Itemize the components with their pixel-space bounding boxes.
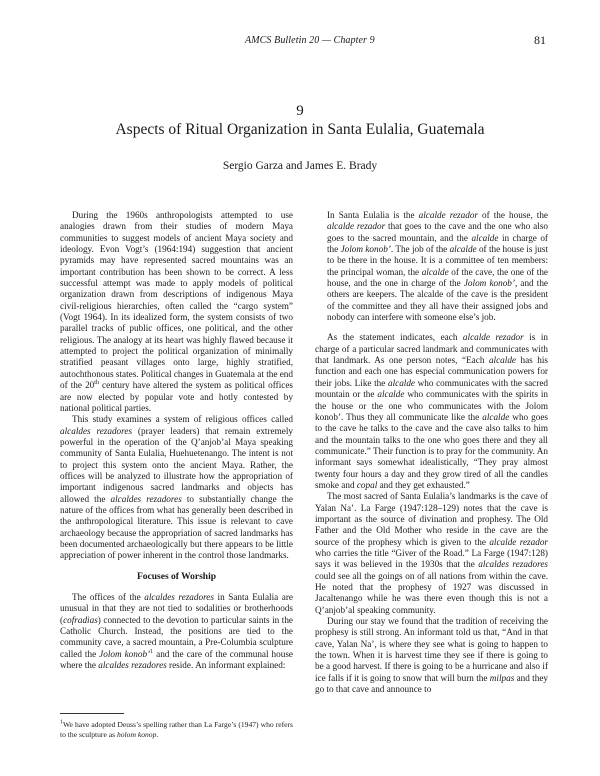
- text: (prayer leaders) that remain extremely powerful in the operation of the Q’anjob’al Maya speaking community of Santa Eulalia, Huehuetenango. The intent is not to project this system onto the ancient Maya. Rather, the offices will be analyzed to illustrate how the appropriation of important indigenous sacred landmarks and objects has allowed the: [60, 425, 293, 504]
- right-column: [315, 210, 548, 695]
- emphasis: alcalde rezador: [462, 332, 524, 343]
- emphasis: milpas: [489, 672, 515, 683]
- paragraph-cave: [315, 491, 548, 616]
- emphasis: alcalde: [387, 377, 416, 388]
- paragraph-study: [60, 414, 293, 561]
- text: in Santa Eulalia are unusual in that they are not tied to sodalities or brotherhoods (: [60, 592, 293, 625]
- text: In Santa Eulalia is the: [327, 210, 419, 220]
- emphasis: Jolom konob’: [463, 278, 515, 289]
- text: As the statement indicates, each: [327, 332, 463, 343]
- text: who goes to the cave he talks to the cave and the cave also talks to him and the mountain talks to the one who goes there and they all communicate.” Their function is to pray for the community. An informant says somewhat idealistically, “They pray almost twenty four hours a day and they grow tired of all the candles smoke and: [315, 411, 549, 490]
- paragraph-statement: [315, 332, 548, 491]
- text: who communicates with the sacred mountain or the: [315, 377, 548, 400]
- chapter-number: 9: [296, 103, 304, 119]
- emphasis: Jolom konob’: [99, 648, 151, 659]
- text: The most sacred of Santa Eulalia’s landmarks is the cave of Yalan Na’. La Farge (1947:128–129) notes that the cave is important as the source of divination and prophesy. The Old Father and the Old Mother who reside in the cave are the source of the prophesy which is given to the: [315, 491, 548, 547]
- emphasis: Jolom konob’: [340, 244, 391, 255]
- footnote: [60, 720, 293, 740]
- emphasis: cofradias: [63, 614, 98, 625]
- text: The offices of the: [72, 592, 145, 602]
- block-quote: [327, 210, 548, 323]
- text: ) connected to the devotion to particular saints in the Catholic Church. Instead, the positions are tied to the community cave, a sacred mountain, a Pre-Columbia sculpture called the: [60, 614, 293, 659]
- text: of the cave, the one of the house, and the one in charge of the: [327, 266, 549, 289]
- emphasis: alcaldes rezadores: [478, 559, 548, 570]
- emphasis: alcaldes rezadores: [110, 493, 182, 504]
- text: .: [156, 730, 159, 739]
- text: During the 1960s anthropologists attempted to use analogies drawn from their studies of modern Maya communities to suggest models of ancient Maya society and ideology. Evon Vogt’s (1964:194) suggestion that ancient pyramids may have represented sacred mountains was an important contribution has been shown to be correct. A less successful attempt was made to apply models of political organization drawn from descriptions of indigenous Maya civil-religious hierarchies, often called the “cargo system” (Vogt 1964). In its idealized form, the system consists of two parallel tracks of public offices, one political, and the other religious. The analogy at its heart was highly flawed because it attempted to project the political organization of minimally stratified peasant villages onto large, highly stratified, autochthonous states. Political changes in Guatemala at the end of the 20: [60, 210, 293, 391]
- emphasis: alcaldes rezadores: [98, 660, 167, 671]
- text: is in charge of a particular sacred landmark and communicates with that landmark. As one person notes, “Each: [315, 332, 548, 366]
- authors: Sergio Garza and James E. Brady: [222, 160, 378, 172]
- left-column: [60, 210, 293, 671]
- footnote-rule: [60, 713, 124, 714]
- emphasis: copal: [356, 479, 378, 490]
- superscript: th: [94, 380, 99, 387]
- emphasis: alcalde rezador: [327, 221, 386, 232]
- emphasis: alcalde: [488, 355, 516, 366]
- paragraph-prophesy: [315, 616, 548, 695]
- emphasis: alcalde: [377, 389, 405, 400]
- section-heading: Focuses of Worship: [136, 571, 216, 582]
- running-head: AMCS Bulletin 20 — Chapter 9: [245, 35, 375, 46]
- text: of the house, the: [478, 210, 549, 220]
- text: in charge of the: [327, 232, 548, 255]
- text: , and the others are keepers. The alcalde of the cave is the president of the committee and they all have their assigned jobs and nobody can interfere with someone else’s job.: [327, 278, 548, 323]
- chapter-title: Aspects of Ritual Organization in Santa Eulalia, Guatemala: [115, 121, 485, 138]
- emphasis: alcalde: [471, 232, 499, 243]
- emphasis: alcalde: [449, 244, 477, 255]
- text: century have altered the system as political offices are now elected by popular vote and hotly contested by national political parties.: [60, 380, 293, 413]
- emphasis: holom konop: [116, 730, 157, 739]
- text: . The job of the: [390, 244, 450, 255]
- text: that goes to the cave and the one who also goes to the sacred mountain, and the: [327, 221, 548, 243]
- footnote-marker: 1: [60, 719, 63, 726]
- text: to substantially change the nature of the offices from what has generally been described in the anthropological literature. This issue is relevant to cave archaeology because the appropriation of sacred landmarks has been documented archaeologically but there appears to be little appreciation of power inherent in the control those landmarks.: [60, 493, 293, 561]
- text: and they get exhausted.”: [377, 479, 470, 490]
- page-number: 81: [534, 33, 546, 47]
- text: During our stay we found that the tradition of receiving the prophesy is still strong. An informant told us that, “And in that cave, Yalan Na’, is where they see what is going to happen to the town. When it is harvest time they see if there is going to be a good harvest. If there is going to be a hurricane and also if ice falls if it is going to snow that will burn the: [315, 616, 548, 683]
- emphasis: alcalde: [482, 411, 510, 422]
- text: who carries the title “Giver of the Road.” La Farge (1947:128) says it was believed in the 1930s that the: [315, 547, 548, 570]
- emphasis: alcaldes rezadores: [60, 425, 133, 436]
- emphasis: alcaldes rezadores: [144, 592, 214, 602]
- text: This study examines a system of religious offices called: [72, 414, 293, 425]
- emphasis: alcalde: [421, 266, 449, 277]
- text: has his function and each one has especial communication powers for their jobs. Like the: [315, 355, 548, 388]
- text: and they go to that cave and announce to: [315, 672, 548, 695]
- text: reside. An informant explained:: [166, 660, 286, 671]
- text: who communicates with the spirits in the house or the one who communicates with the Jolom konob’. Thus they all communicate like the: [315, 389, 548, 422]
- text: and the care of the communal house where the: [60, 648, 293, 671]
- emphasis: alcalde rezador: [489, 536, 548, 547]
- text: could see all the goings on of all nations from within the cave. He noted that the prophesy of 1927 was discussed in Jacaltenango while he was there even though this is not a Q’anjob’al speaking community.: [315, 570, 548, 615]
- paragraph-offices: [60, 592, 293, 671]
- emphasis: alcalde rezador: [418, 210, 478, 220]
- text: We have adopted Deuss’s spelling rather than La Farge’s (1947) who refers to the sculpture as: [60, 720, 293, 739]
- text: of the house is just to be there in the house. It is a committee of ten members: the principal woman, the: [327, 244, 548, 277]
- footnote-ref[interactable]: 1: [150, 648, 154, 655]
- paragraph-intro: [60, 210, 293, 414]
